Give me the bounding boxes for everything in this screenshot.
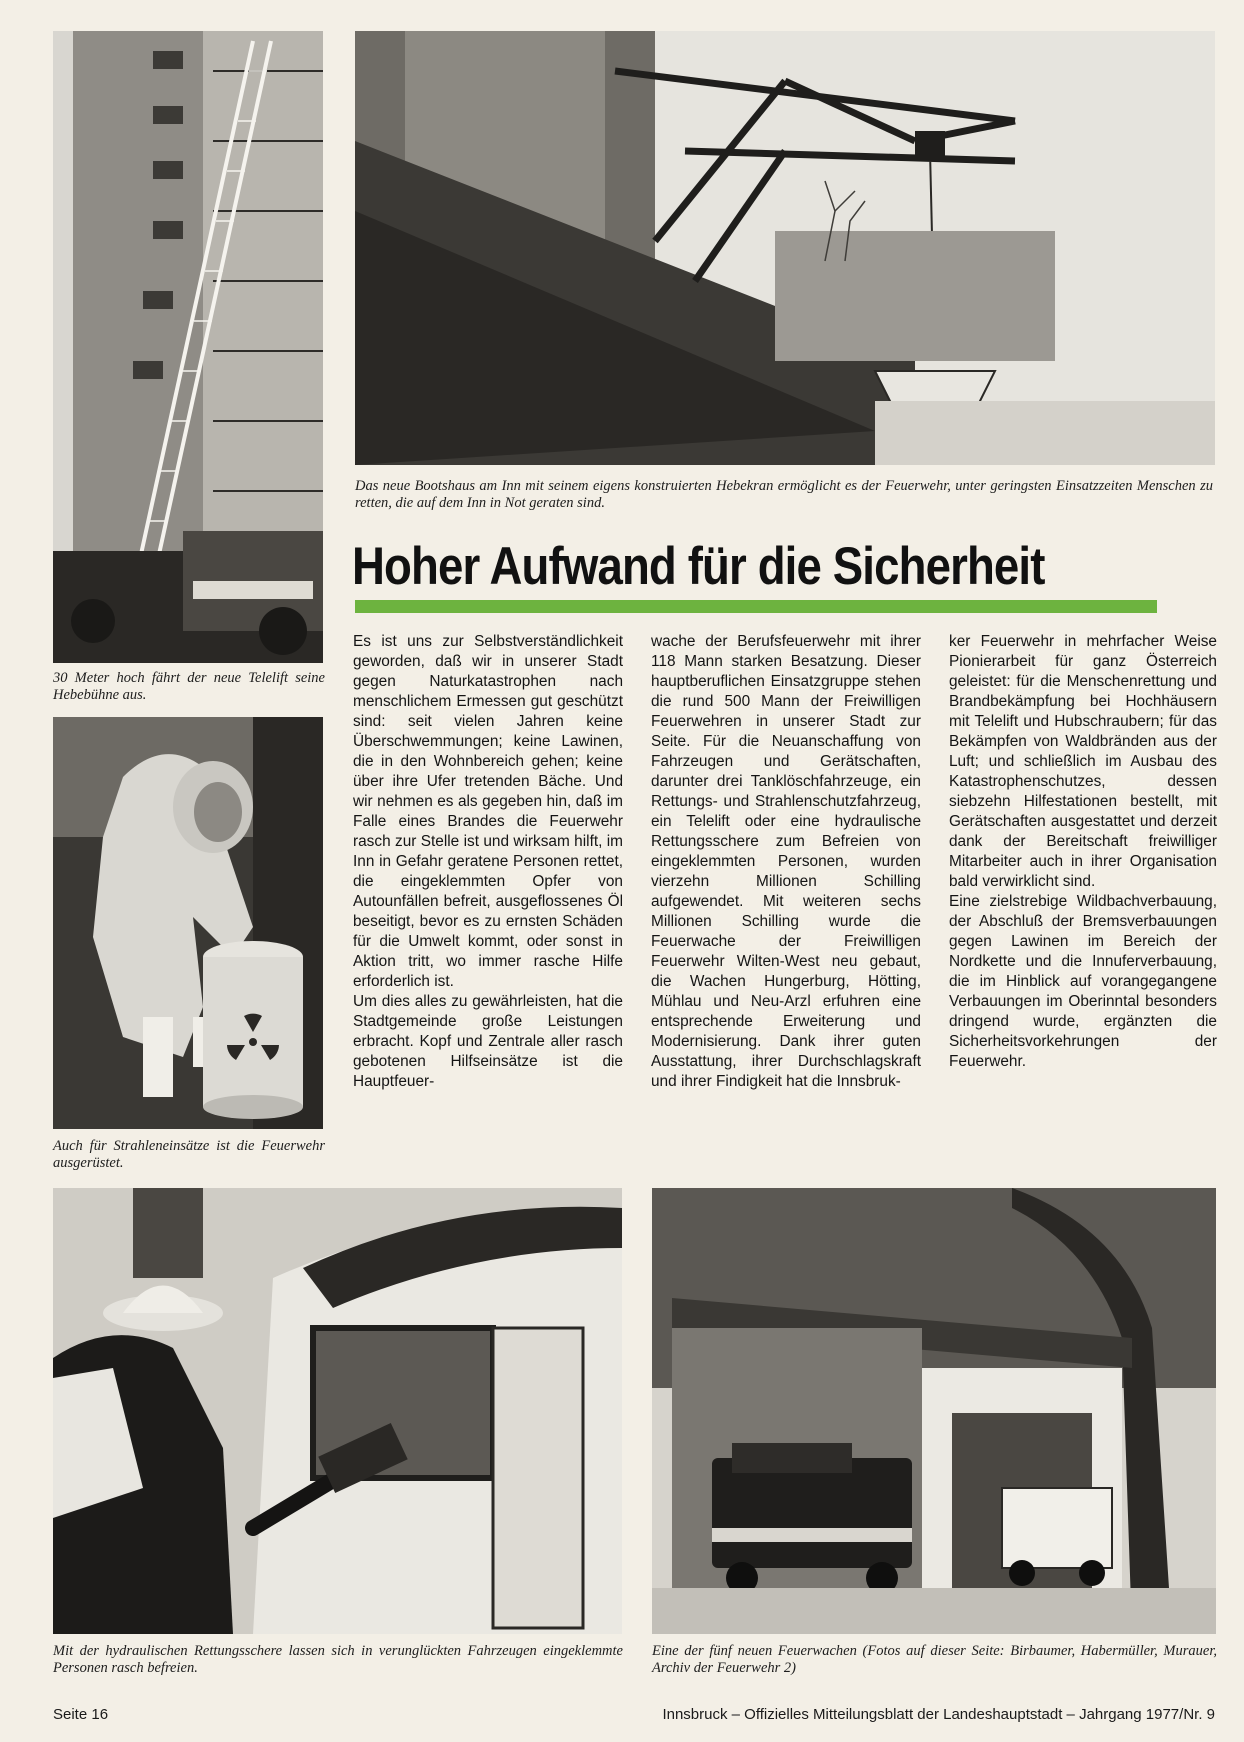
rescue-shears-image [53, 1188, 622, 1634]
paragraph: Es ist uns zur Selbstverständlichkeit geworden, daß wir in unserer Stadt gegen Naturkatastrophen nach menschlichem Ermessen gut geschützt sind: seit vielen Jahren keine Überschwemmungen; keine Lawinen, die in den Wohnbereich gehen; keine über ihre Ufer tretenden Bäche. Und wir nehmen es als gegeben hin, daß im Falle eines Brandes die Feuerwehr rasch zur Stelle ist und wirksam hilft, im Inn in Gefahr geratene Personen rettet, die eingeklemmten Opfer von Autounfällen befreit, ausgeflossenes Öl beseitigt, bevor es zu ernsten Schäden für die Umwelt kommt, oder sonst in Aktion tritt, wo immer rasche Hilfe erforderlich ist. [353, 633, 623, 990]
caption-boathouse: Das neue Bootshaus am Inn mit seinem eigens konstruierten Hebekran ermöglicht es der Feuerwehr, unter geringsten Einsatzzeiten Menschen zu retten, die auf dem Inn in Not geraten sind. [355, 478, 1213, 511]
caption-ladder: 30 Meter hoch fährt der neue Telelift seine Hebebühne aus. [53, 670, 325, 703]
article-headline: Hoher Aufwand für die Sicherheit [352, 537, 1045, 596]
paragraph: wache der Berufsfeuerwehr mit ihrer 118 Mann starken Besatzung. Dieser hauptberuflichen Einsatzgruppe stehen die rund 500 Mann der Freiwilligen Feuerwehren in unserer Stadt zur Seite. Für die Neuanschaffung von Fahrzeugen und Gerätschaften, darunter drei Tanklöschfahrzeuge, ein Rettungs- und Strahlenschutzfahrzeug, ein Telelift oder eine hydraulische Rettungsschere zum Befreien von eingeklemmten Personen, wurden vierzehn Millionen Schilling aufgewendet. Mit weiteren sechs Millionen Schilling wurde die Feuerwache der Freiwilligen Feuerwehr Wilten-West neu gebaut, die Wachen Hungerburg, Hötting, Mühlau und Neu-Arzl erfuhren eine entsprechende Erweiterung und Modernisierung. Dank ihrer guten Ausstattung, ihrer Durchschlagskraft und ihrer Findigkeit hat die Innsbruk- [651, 633, 921, 1090]
photo-boathouse [355, 31, 1215, 465]
article-column-3 [949, 632, 1217, 1072]
paragraph: Um dies alles zu gewährleisten, hat die Stadtgemeinde große Leistungen erbracht. Kopf und Zentrale aller rasch gebotenen Hilfseinsätze ist die Hauptfeuer- [353, 993, 623, 1090]
footer-page-number: Seite 16 [53, 1706, 109, 1723]
ladder-image [53, 31, 323, 663]
caption-fire-station: Eine der fünf neuen Feuerwachen (Fotos auf dieser Seite: Birbaumer, Habermüller, Murauer, Archiv der Feuerwehr 2) [652, 1643, 1217, 1676]
article-column-1 [353, 632, 623, 1092]
photo-fire-station [652, 1188, 1216, 1634]
photo-rescue-shears [53, 1188, 622, 1634]
caption-radiation: Auch für Strahleneinsätze ist die Feuerwehr ausgerüstet. [53, 1138, 325, 1171]
footer-publication: Innsbruck – Offizielles Mitteilungsblatt der Landeshauptstadt – Jahrgang 1977/Nr. 9 [662, 1706, 1215, 1723]
headline-rule [355, 600, 1157, 613]
fire-station-image [652, 1188, 1216, 1634]
article-column-2 [651, 632, 921, 1092]
paragraph: Eine zielstrebige Wildbachverbauung, der Abschluß der Bremsverbauungen gegen Lawinen im Bereich der Nordkette und die Innuferverbauung, die im Hinblick auf vorangegangene Verbauungen im Oberinntal besonders dringend wurde, ergänzten die Sicherheitsvorkehrungen der Feuerwehr. [949, 893, 1217, 1070]
boathouse-image [355, 31, 1215, 465]
photo-ladder [53, 31, 323, 663]
photo-radiation [53, 717, 323, 1129]
paragraph: ker Feuerwehr in mehrfacher Weise Pionierarbeit für ganz Österreich geleistet: für die Menschenrettung und Brandbekämpfung bei Hochhäusern mit Telelift und Hubschraubern; für das Bekämpfen von Waldbränden aus der Luft; und schließlich im Ausbau des Katastrophenschutzes, dessen siebzehn Hilfestationen bestellt, mit Gerätschaften ausgestattet und derzeit dank der Bereitschaft freiwilliger Mitarbeiter auch in ihrer Organisation bald verwirklicht sind. [949, 633, 1217, 890]
caption-rescue-shears: Mit der hydraulischen Rettungsschere lassen sich in verunglückten Fahrzeugen eingeklemmte Personen rasch befreien. [53, 1643, 623, 1676]
radiation-image [53, 717, 323, 1129]
